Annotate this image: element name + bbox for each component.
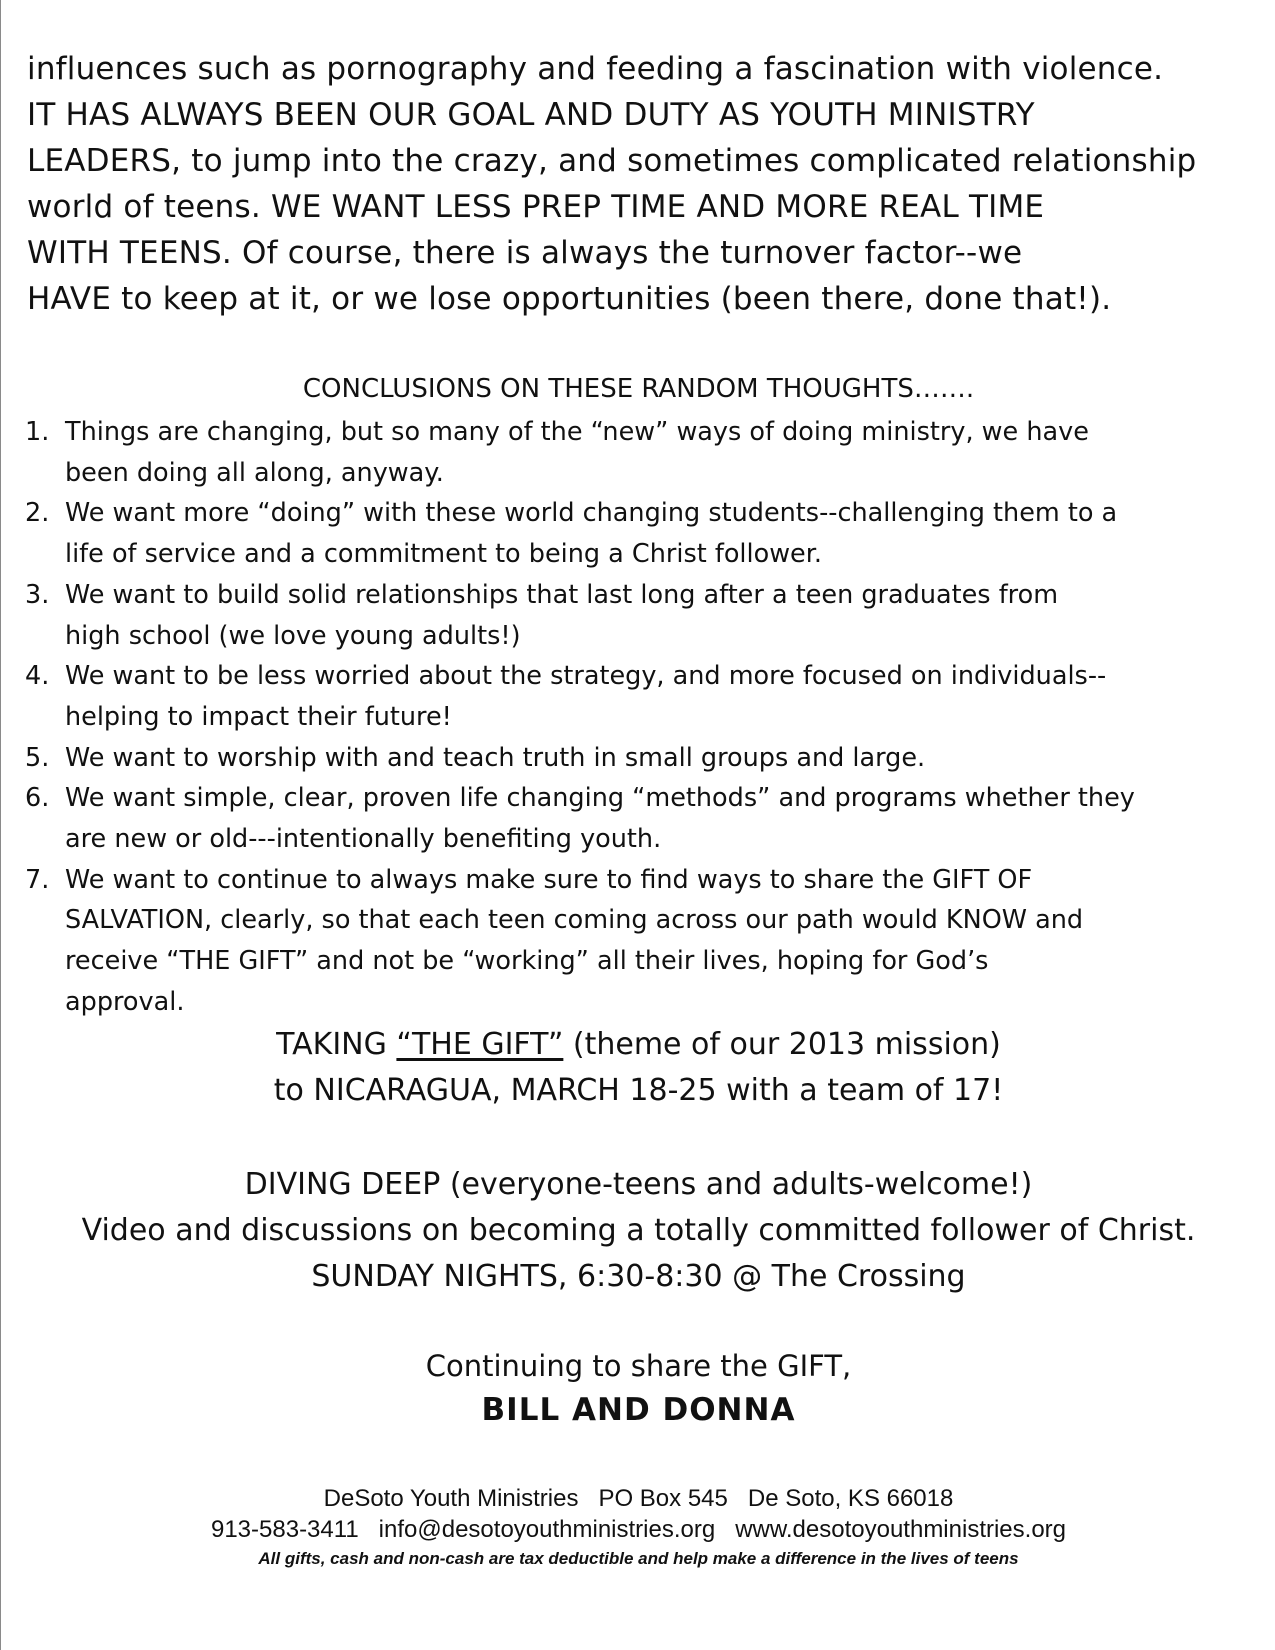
list-item-line: We want to worship with and teach truth in small groups and large. <box>65 742 926 773</box>
mission-line-2: to NICARAGUA, MARCH 18-25 with a team of 17! <box>273 1073 1004 1108</box>
list-item-line: are new or old---intentionally benefiting youth. <box>65 824 662 855</box>
conclusions-list <box>25 412 1265 1023</box>
org-name: DeSoto Youth Ministries <box>323 1485 579 1512</box>
list-item-line: We want to be less worried about the strategy, and more focused on individuals-- <box>65 661 1107 692</box>
closing-line: Continuing to share the GIFT, <box>425 1349 852 1383</box>
diving-description: Video and discussions on becoming a totally committed follower of Christ. <box>81 1213 1196 1248</box>
list-item <box>25 412 1265 493</box>
intro-line: influences such as pornography and feeding a fascination with violence. <box>27 51 1164 87</box>
list-item-line: life of service and a commitment to being a Christ follower. <box>65 539 822 570</box>
intro-paragraph <box>27 46 1252 322</box>
po-box: PO Box 545 <box>598 1485 728 1512</box>
list-item-number: 4. <box>25 661 50 692</box>
list-item-line: We want to build solid relationships that last long after a teen graduates from <box>65 579 1059 610</box>
phone-number: 913-583-3411 <box>210 1516 359 1543</box>
intro-line: world of teens. WE WANT LESS PREP TIME AND MORE REAL TIME <box>27 189 1045 225</box>
list-item-line: helping to impact their future! <box>65 701 452 732</box>
list-item <box>25 493 1265 574</box>
mission-suffix: (theme of our 2013 mission) <box>563 1027 1001 1062</box>
intro-line: WITH TEENS. Of course, there is always the turnover factor--we <box>27 235 1023 271</box>
email-address: info@desotoyouthministries.org <box>378 1516 716 1543</box>
list-item-line: We want to continue to always make sure to find ways to share the GIFT OF <box>65 864 1033 895</box>
list-item-line: We want simple, clear, proven life changing “methods” and programs whether they <box>65 783 1135 814</box>
list-item <box>25 738 1265 779</box>
city-state-zip: De Soto, KS 66018 <box>747 1485 954 1512</box>
mission-announcement <box>1 1022 1275 1114</box>
footer-address-line <box>1 1483 1275 1514</box>
diving-title: DIVING DEEP (everyone-teens and adults-welcome!) <box>244 1167 1033 1202</box>
footer <box>1 1483 1275 1573</box>
list-item-number: 6. <box>25 783 50 814</box>
diving-schedule: SUNDAY NIGHTS, 6:30-8:30 @ The Crossing <box>311 1259 966 1294</box>
footer-contact-line <box>1 1514 1275 1545</box>
list-item-line: receive “THE GIFT” and not be “working” all their lives, hoping for God’s <box>65 946 989 977</box>
list-item-line: We want more “doing” with these world changing students--challenging them to a <box>65 498 1118 529</box>
intro-line: HAVE to keep at it, or we lose opportunities (been there, done that!). <box>27 281 1112 317</box>
conclusions-heading: CONCLUSIONS ON THESE RANDOM THOUGHTS……. <box>302 374 975 404</box>
list-item <box>25 778 1265 859</box>
mission-gift-text: “THE GIFT” <box>396 1027 564 1062</box>
intro-line: IT HAS ALWAYS BEEN OUR GOAL AND DUTY AS YOUTH MINISTRY <box>27 97 1035 133</box>
intro-line: LEADERS, to jump into the crazy, and sometimes complicated relationship <box>27 143 1197 179</box>
diving-deep-announcement <box>1 1162 1275 1300</box>
mission-prefix: TAKING <box>276 1027 397 1062</box>
list-item-line: high school (we love young adults!) <box>65 620 521 651</box>
list-item <box>25 656 1265 737</box>
tax-deductible-note: All gifts, cash and non-cash are tax deductible and help make a difference in the lives of teens <box>258 1549 1019 1568</box>
mission-line <box>1 1022 1275 1068</box>
list-item-line: SALVATION, clearly, so that each teen coming across our path would KNOW and <box>65 905 1084 936</box>
list-item <box>25 860 1265 1023</box>
list-item <box>25 575 1265 656</box>
list-item-number: 3. <box>25 579 50 610</box>
list-item-number: 1. <box>25 417 50 447</box>
list-item-line: been doing all along, anyway. <box>65 457 444 488</box>
list-item-line: approval. <box>65 986 185 1017</box>
list-item-number: 7. <box>25 864 50 895</box>
signature: BILL AND DONNA <box>481 1392 796 1428</box>
list-item-number: 5. <box>25 742 50 773</box>
closing <box>1 1345 1275 1433</box>
list-item-number: 2. <box>25 498 50 529</box>
website-url: www.desotoyouthministries.org <box>735 1516 1067 1543</box>
list-item-line: Things are changing, but so many of the “new” ways of doing ministry, we have <box>65 417 1089 447</box>
